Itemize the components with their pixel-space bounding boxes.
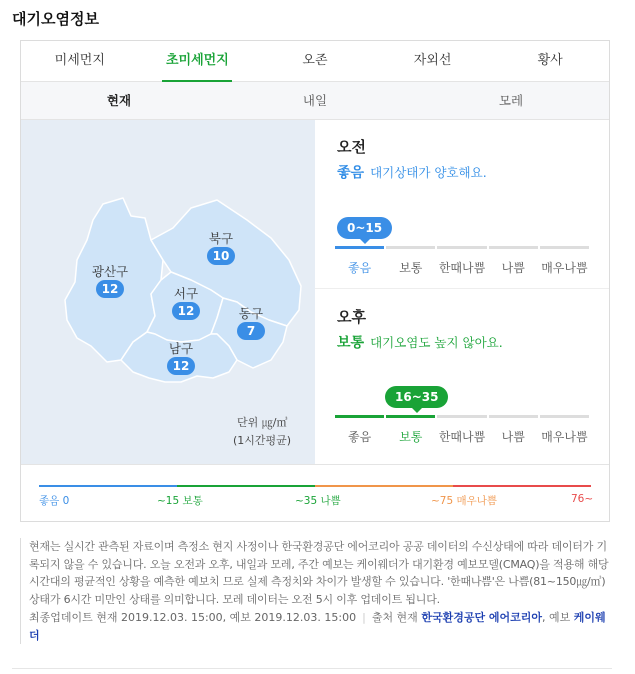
subtab-now[interactable]: 현재 <box>21 82 217 119</box>
am-scale-normal: 보통 <box>386 246 435 276</box>
pm-scale-very-bad: 매우나쁨 <box>540 415 589 445</box>
am-scale <box>335 246 591 276</box>
pm-scale-good: 좋음 <box>335 415 384 445</box>
forecast-panel <box>315 120 609 464</box>
region-map <box>21 120 315 464</box>
am-scale-sometimes-bad: 한때나쁨 <box>437 246 486 276</box>
unit-label: 단위 ㎍/㎥ <box>237 416 288 429</box>
region-label-seo: 서구 <box>173 286 199 301</box>
tab-pm10[interactable]: 미세먼지 <box>54 53 105 68</box>
tab-ozone[interactable]: 오존 <box>302 53 328 68</box>
source-link-kweather[interactable]: 케이웨더 <box>29 611 606 642</box>
page-title: 대기오염정보 <box>12 10 99 28</box>
notice-box <box>20 538 610 644</box>
tab-yellow-dust[interactable]: 황사 <box>537 53 563 68</box>
unit-note: (1시간평균) <box>233 434 292 447</box>
subtab-tomorrow[interactable]: 내일 <box>302 93 328 108</box>
region-value-seo[interactable]: 12 <box>172 302 200 320</box>
region-label-gwangsan: 광산구 <box>91 264 129 279</box>
tab-pm25[interactable]: 초미세먼지 <box>139 41 257 81</box>
legend-label-bad: ~35 나쁨 <box>295 495 341 507</box>
forecast-divider <box>315 288 609 289</box>
grade-legend <box>21 464 609 521</box>
am-scale-very-bad: 매우나쁨 <box>540 246 589 276</box>
pm-scale-normal: 보통 <box>386 415 435 445</box>
pm-scale-bad: 나쁨 <box>489 415 538 445</box>
bottom-divider <box>12 668 612 669</box>
am-scale-good: 좋음 <box>335 246 384 276</box>
region-value-dong[interactable]: 7 <box>237 322 265 340</box>
region-label-dong: 동구 <box>238 306 264 321</box>
pm-period-title: 오후 <box>337 308 366 326</box>
tab-uv[interactable]: 자외선 <box>413 53 452 68</box>
am-status <box>337 162 487 182</box>
legend-label-max: 76~ <box>571 493 594 505</box>
pm-grade: 보통 <box>337 335 365 351</box>
pm-range-bubble: 16~35 <box>385 386 448 408</box>
legend-label-normal: ~15 보통 <box>157 495 203 507</box>
time-tabs <box>21 82 609 120</box>
source-link-airkorea[interactable]: 한국환경공단 에어코리아 <box>421 611 543 624</box>
source-mid: , 예보 <box>542 611 571 624</box>
am-period-title: 오전 <box>337 138 366 156</box>
subtab-day-after[interactable]: 모레 <box>498 93 524 108</box>
legend-track <box>39 485 591 487</box>
update-info: 최종업데이트 현재 2019.12.03. 15:00, 예보 2019.12.03. 15:00 | 출처 현재 한국환경공단 에어코리아, 예보 케이웨더 <box>29 611 606 642</box>
region-value-gwangsan[interactable]: 12 <box>96 280 124 298</box>
air-quality-panel <box>20 40 610 522</box>
pm-status <box>337 332 503 352</box>
region-value-nam[interactable]: 12 <box>167 357 195 375</box>
notice-text: 현재는 실시간 관측된 자료이며 측정소 현지 사정이나 한국환경공단 에어코리아 공공 데이터의 수신상태에 따라 데이터가 기록되지 않을 수 있습니다. 오늘 오전과 오후, 내일과 모레, 주간 예보는 케이웨더가 대기환경 예보모델(CMAQ)을 적용해 해당 시간대의 평균적인 상황을 예측한 예보치 므로 실제 측정치와 차이가 발생할 수 있습니다. '한때나쁨'은 나쁨(81~150㎍/㎥)상태가 6시간 미만인 상태를 의미합니다. 모레 데이터는 오전 5시 이후 업데이트 됩니다. <box>29 540 609 606</box>
legend-label-good: 좋음 0 <box>39 495 70 507</box>
am-range-bubble: 0~15 <box>337 217 392 239</box>
am-grade: 좋음 <box>337 165 365 181</box>
am-message: 대기상태가 양호해요. <box>370 165 487 180</box>
update-time: 최종업데이트 현재 2019.12.03. 15:00, 예보 2019.12.03. 15:00 <box>29 611 357 624</box>
pm-scale-sometimes-bad: 한때나쁨 <box>437 415 486 445</box>
am-scale-bad: 나쁨 <box>489 246 538 276</box>
gwangju-map-shape <box>21 120 315 464</box>
region-label-nam: 남구 <box>168 341 194 356</box>
pm-message: 대기오염도 높지 않아요. <box>370 335 503 350</box>
region-label-buk: 북구 <box>208 231 234 246</box>
source-prefix: 출처 현재 <box>371 611 418 624</box>
pollutant-tabs <box>21 41 609 82</box>
pm-scale <box>335 415 591 445</box>
legend-label-very-bad: ~75 매우나쁨 <box>431 495 498 507</box>
region-value-buk[interactable]: 10 <box>207 247 235 265</box>
